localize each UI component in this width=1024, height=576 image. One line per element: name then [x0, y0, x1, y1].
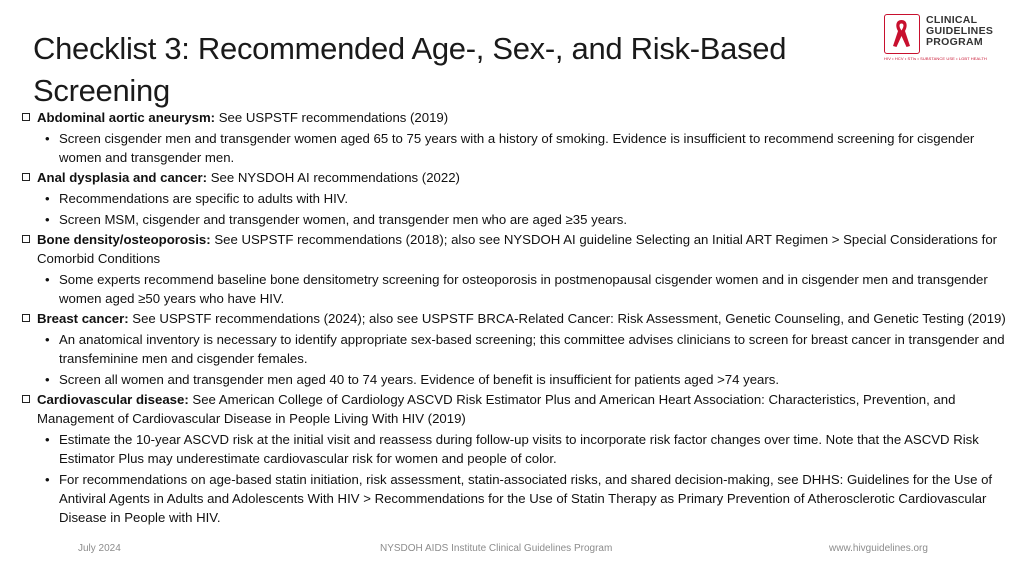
section-breast-cancer: [22, 309, 1007, 389]
checkbox-icon: [22, 314, 30, 322]
list-item: • Some experts recommend baseline bone densitometry screening for osteoporosis in postmenopausal cisgender women and in cisgender men and transgender women aged ≥50 years who have HIV.: [45, 272, 988, 306]
footer-date: July 2024: [78, 543, 121, 554]
section-reference: See American College of Cardiology ASCVD Risk Estimator Plus and American Heart Association: Characteristics, Prevention, and Management of Cardiovascular Disease in People Living With HIV (2019): [37, 392, 956, 426]
list-item: • For recommendations on age-based statin initiation, risk assessment, statin-associated risks, and shared decision-making, see DHHS: Guidelines for the Use of Antiviral Agents in Adults and Adolescents With HIV > Recommendations for the Use of Statin Therapy as Primary Prevention of Atherosclerotic Cardiovascular Disease in People with HIV.: [45, 472, 993, 525]
section-heading: Abdominal aortic aneurysm:: [37, 110, 216, 125]
section-reference: See USPSTF recommendations (2019): [215, 110, 449, 125]
logo-tagline: HIV • HCV • STIs • SUBSTANCE USE • LGBT HEALTH: [884, 56, 987, 61]
list-item: • Estimate the 10-year ASCVD risk at the initial visit and reassess during follow-up visits to incorporate risk factor changes over time. Note that the ASCVD Risk Estimator Plus may underestimate cardiovascular risk for women and people of color.: [45, 432, 979, 466]
bullet-icon: •: [45, 472, 50, 487]
section-bone-density: [22, 230, 1007, 308]
ribbon-icon: [884, 14, 920, 54]
section-reference: See USPSTF recommendations (2024); also see USPSTF BRCA-Related Cancer: Risk Assessment, Genetic Counseling, and Genetic Testing (2019): [128, 311, 1006, 326]
section-abdominal-aortic-aneurysm: [22, 108, 1007, 167]
bullet-icon: •: [45, 332, 50, 347]
section-reference: See USPSTF recommendations (2018); also see NYSDOH AI guideline Selecting an Initial ART Regimen > Special Considerations for Comorbid Conditions: [37, 232, 998, 266]
footer-url: www.hivguidelines.org: [829, 543, 928, 554]
bullet-icon: •: [45, 272, 50, 287]
section-anal-dysplasia: [22, 168, 1007, 229]
bullet-icon: •: [45, 131, 50, 146]
section-heading: Breast cancer:: [37, 311, 129, 326]
list-item: • Recommendations are specific to adults with HIV.: [45, 191, 349, 206]
checklist: [22, 108, 1007, 527]
checkbox-icon: [22, 235, 30, 243]
section-heading: Bone density/osteoporosis:: [37, 232, 211, 247]
section-heading: Anal dysplasia and cancer:: [37, 170, 208, 185]
section-heading: Cardiovascular disease:: [37, 392, 189, 407]
checkbox-icon: [22, 395, 30, 403]
list-item: • Screen MSM, cisgender and transgender women, and transgender men who are aged ≥35 years.: [45, 212, 628, 227]
list-item: • Screen all women and transgender men aged 40 to 74 years. Evidence of benefit is insufficient for patients aged >74 years.: [45, 372, 780, 387]
bullet-icon: •: [45, 212, 50, 227]
checkbox-icon: [22, 113, 30, 121]
clinical-guidelines-logo: [884, 14, 1016, 62]
list-item: • Screen cisgender men and transgender women aged 65 to 75 years with a history of smoking. Evidence is insufficient to recommend screening for cisgender women and transgender men.: [45, 131, 975, 165]
bullet-icon: •: [45, 372, 50, 387]
section-cardiovascular-disease: [22, 390, 1007, 527]
checkbox-icon: [22, 173, 30, 181]
section-reference: See NYSDOH AI recommendations (2022): [207, 170, 460, 185]
bullet-icon: •: [45, 191, 50, 206]
footer-program: NYSDOH AIDS Institute Clinical Guidelines Program: [380, 543, 613, 554]
logo-wordmark: CLINICAL GUIDELINES PROGRAM: [926, 14, 994, 48]
list-item: • An anatomical inventory is necessary to identify appropriate sex-based screening; this committee advises clinicians to screen for breast cancer in transgender and transfeminine men and cisgender females.: [45, 332, 1005, 366]
bullet-icon: •: [45, 432, 50, 447]
page-title: Checklist 3: Recommended Age-, Sex-, and Risk-Based Screening: [33, 31, 787, 108]
